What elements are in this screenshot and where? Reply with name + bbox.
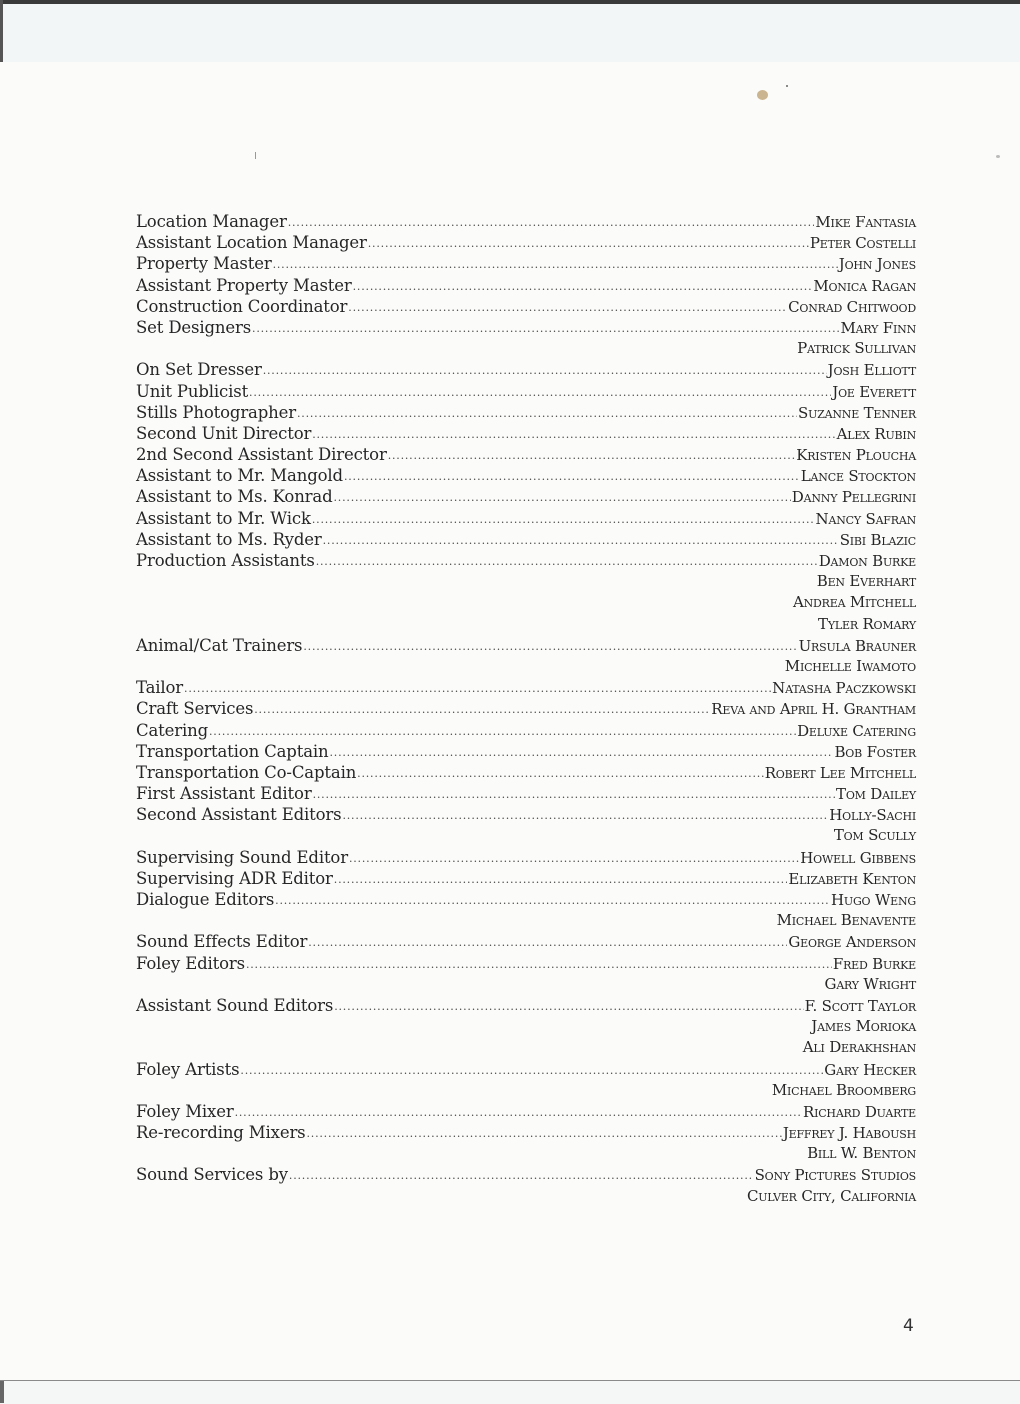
credit-row — [136, 762, 916, 783]
credit-name: Andrea Mitchell — [793, 593, 916, 612]
dot-leader — [289, 1165, 754, 1186]
credit-name: Howell Gibbens — [800, 848, 916, 867]
credit-name: James Morioka — [811, 1017, 916, 1036]
credit-row — [136, 847, 916, 868]
credit-row — [136, 592, 916, 613]
paper-speck — [786, 85, 788, 87]
credit-row — [136, 656, 916, 677]
credit-name: Alex Rubin — [836, 424, 916, 443]
credit-name: Conrad Chitwood — [788, 297, 916, 316]
dot-leader — [334, 996, 803, 1017]
credit-row — [136, 698, 916, 719]
credit-name: Monica Ragan — [813, 276, 916, 295]
credit-role: Animal/Cat Trainers — [136, 635, 303, 655]
credit-name: Bill W. Benton — [807, 1144, 916, 1163]
credit-row — [136, 1186, 916, 1207]
credit-role: Foley Editors — [136, 953, 245, 973]
dot-leader — [342, 805, 828, 826]
credit-row — [136, 910, 916, 931]
dot-leader — [334, 869, 788, 890]
credit-name: Hugo Weng — [831, 891, 916, 909]
credit-name: Danny Pellegrini — [791, 488, 916, 507]
credit-row — [136, 1080, 916, 1101]
credit-row — [136, 1101, 916, 1122]
credit-row — [136, 953, 916, 974]
credit-row — [136, 783, 916, 804]
dot-leader — [275, 890, 830, 911]
credit-name: Ursula Brauner — [798, 636, 916, 655]
dot-leader — [323, 530, 839, 551]
credit-name: John Jones — [838, 255, 916, 274]
credit-name: Michael Benavente — [776, 911, 916, 930]
credit-row — [136, 381, 916, 402]
credit-role: Catering — [136, 720, 209, 740]
credit-name: Natasha Paczkowski — [772, 679, 916, 698]
dot-leader — [357, 763, 764, 784]
dot-leader — [368, 233, 809, 254]
credit-role: Transportation Co-Captain — [136, 762, 357, 782]
credit-name: Gary Wright — [824, 974, 916, 993]
credit-name: F. Scott Taylor — [804, 996, 916, 1015]
credit-name: Lance Stockton — [800, 467, 916, 486]
credit-row — [136, 635, 916, 656]
credit-role: Assistant to Mr. Wick — [136, 508, 311, 528]
dot-leader — [330, 742, 834, 763]
credit-name: Suzanne Tenner — [798, 403, 916, 422]
credit-row — [136, 974, 916, 995]
credit-name: Gary Hecker — [824, 1060, 916, 1079]
credit-role: Sound Services by — [136, 1165, 288, 1185]
credit-row — [136, 275, 916, 296]
credit-row — [136, 741, 916, 762]
dot-leader — [209, 721, 796, 742]
credit-name: Peter Costelli — [809, 234, 916, 253]
credit-name: Robert Lee Mitchell — [764, 763, 916, 782]
credit-role: Foley Mixer — [136, 1101, 234, 1121]
credit-name: Kristen Ploucha — [796, 446, 916, 465]
dot-leader — [184, 678, 771, 699]
credit-row — [136, 889, 916, 910]
dot-leader — [334, 487, 791, 508]
credit-name: Michael Broomberg — [771, 1080, 916, 1099]
credit-row — [136, 317, 916, 338]
credit-role: Foley Artists — [136, 1059, 240, 1079]
credit-name: Michelle Iwamoto — [784, 656, 916, 675]
dot-leader — [312, 509, 815, 530]
credit-name: Tom Scully — [833, 826, 916, 845]
page-number: 4 — [903, 1316, 914, 1336]
dot-leader — [308, 932, 787, 953]
credit-row — [136, 720, 916, 741]
credit-row — [136, 486, 916, 507]
credit-row — [136, 402, 916, 423]
credit-row — [136, 1122, 916, 1143]
dot-leader — [252, 318, 839, 339]
credit-row — [136, 296, 916, 317]
credit-name: Damon Burke — [818, 552, 916, 570]
credit-role: Assistant Property Master — [136, 275, 352, 295]
dot-leader — [303, 636, 797, 657]
credit-name: Sony Pictures Studios — [754, 1166, 916, 1185]
dot-leader — [348, 297, 787, 318]
credit-row — [136, 1164, 916, 1185]
credits-list — [136, 211, 916, 1207]
credit-role: Craft Services — [136, 699, 254, 719]
paper-speck — [996, 155, 1000, 158]
credit-role: Location Manager — [136, 212, 287, 231]
credit-role: Assistant Location Manager — [136, 233, 367, 253]
credit-row — [136, 995, 916, 1016]
credit-role: Second Unit Director — [136, 423, 312, 443]
credit-row — [136, 529, 916, 550]
dot-leader — [263, 360, 827, 381]
credit-row — [136, 232, 916, 253]
credit-role: Stills Photographer — [136, 402, 296, 422]
credit-role: Transportation Captain — [136, 741, 329, 761]
credit-role: Second Assistant Editors — [136, 805, 342, 825]
credit-role: Supervising ADR Editor — [136, 868, 333, 888]
credit-name: Tyler Romary — [818, 614, 916, 633]
credit-name: Mary Finn — [840, 318, 916, 337]
credit-row — [136, 931, 916, 952]
credit-row — [136, 825, 916, 846]
credit-row — [136, 359, 916, 380]
credit-role: On Set Dresser — [136, 360, 262, 380]
scan-bottom-left-border — [0, 1381, 4, 1403]
credit-row — [136, 677, 916, 698]
credit-role: Sound Effects Editor — [136, 932, 308, 952]
dot-leader — [288, 212, 815, 233]
credit-name: Reva and April H. Grantham — [711, 700, 916, 719]
credit-role: First Assistant Editor — [136, 784, 312, 804]
credit-name: Joe Everett — [832, 382, 916, 401]
dot-leader — [344, 466, 800, 487]
credit-name: George Anderson — [788, 933, 916, 952]
credit-row — [136, 1059, 916, 1080]
paper-speck — [255, 152, 256, 159]
credit-name: Bob Foster — [834, 742, 916, 761]
credit-row — [136, 508, 916, 529]
credit-role: Unit Publicist — [136, 381, 249, 401]
credit-name: Ben Everhart — [816, 572, 916, 591]
dot-leader — [307, 1123, 782, 1144]
credit-row — [136, 1016, 916, 1037]
credit-role: Construction Coordinator — [136, 296, 348, 316]
credit-row — [136, 338, 916, 359]
credit-name: Jeffrey J. Haboush — [782, 1124, 916, 1143]
credit-role: Property Master — [136, 254, 272, 274]
credit-name: Ali Derakhshan — [802, 1038, 916, 1057]
credit-role: Re-recording Mixers — [136, 1123, 306, 1143]
paper-speck — [757, 90, 768, 100]
credit-role: Assistant to Mr. Mangold — [136, 466, 343, 486]
credit-name: Fred Burke — [832, 954, 916, 973]
credit-name: Sibi Blazic — [839, 530, 916, 549]
credit-role: Dialogue Editors — [136, 890, 275, 909]
credit-row — [136, 253, 916, 274]
dot-leader — [353, 276, 813, 297]
credit-name: Deluxe Catering — [797, 721, 916, 740]
credit-row — [136, 614, 916, 635]
credit-row — [136, 571, 916, 592]
credit-role: Tailor — [136, 678, 184, 698]
credit-role: Set Designers — [136, 317, 252, 337]
credit-name: Holly-Sachi — [829, 806, 916, 825]
credit-role: Production Assistants — [136, 551, 315, 570]
dot-leader — [240, 1060, 823, 1081]
credit-name: Tom Dailey — [836, 785, 916, 804]
credit-row — [136, 423, 916, 444]
credit-role: Assistant to Ms. Ryder — [136, 529, 322, 549]
credit-name: Culver City, California — [746, 1186, 916, 1205]
scan-bottom-strip — [0, 1380, 1020, 1404]
credit-row — [136, 550, 916, 571]
credit-row — [136, 444, 916, 465]
dot-leader — [349, 848, 799, 869]
credit-name: Mike Fantasia — [815, 213, 916, 231]
dot-leader — [313, 784, 835, 805]
credit-name: Josh Elliott — [827, 361, 916, 380]
dot-leader — [246, 954, 832, 975]
credit-name: Richard Duarte — [802, 1102, 916, 1121]
credit-row — [136, 1037, 916, 1058]
credit-row — [136, 211, 916, 232]
credit-row — [136, 1143, 916, 1164]
dot-leader — [235, 1102, 802, 1123]
dot-leader — [388, 445, 796, 466]
credit-role: 2nd Second Assistant Director — [136, 445, 387, 465]
scan-top-strip — [3, 4, 1020, 62]
credit-name: Nancy Safran — [815, 509, 916, 528]
dot-leader — [273, 254, 838, 275]
dot-leader — [297, 403, 797, 424]
credit-row — [136, 868, 916, 889]
dot-leader — [316, 551, 818, 572]
credit-role: Assistant to Ms. Konrad — [136, 487, 333, 507]
credit-row — [136, 804, 916, 825]
credit-role: Supervising Sound Editor — [136, 847, 348, 867]
dot-leader — [249, 382, 831, 403]
credit-name: Elizabeth Kenton — [788, 869, 916, 888]
credit-row — [136, 465, 916, 486]
credit-name: Patrick Sullivan — [797, 339, 916, 358]
dot-leader — [312, 424, 835, 445]
dot-leader — [254, 699, 710, 720]
credit-role: Assistant Sound Editors — [136, 995, 334, 1015]
